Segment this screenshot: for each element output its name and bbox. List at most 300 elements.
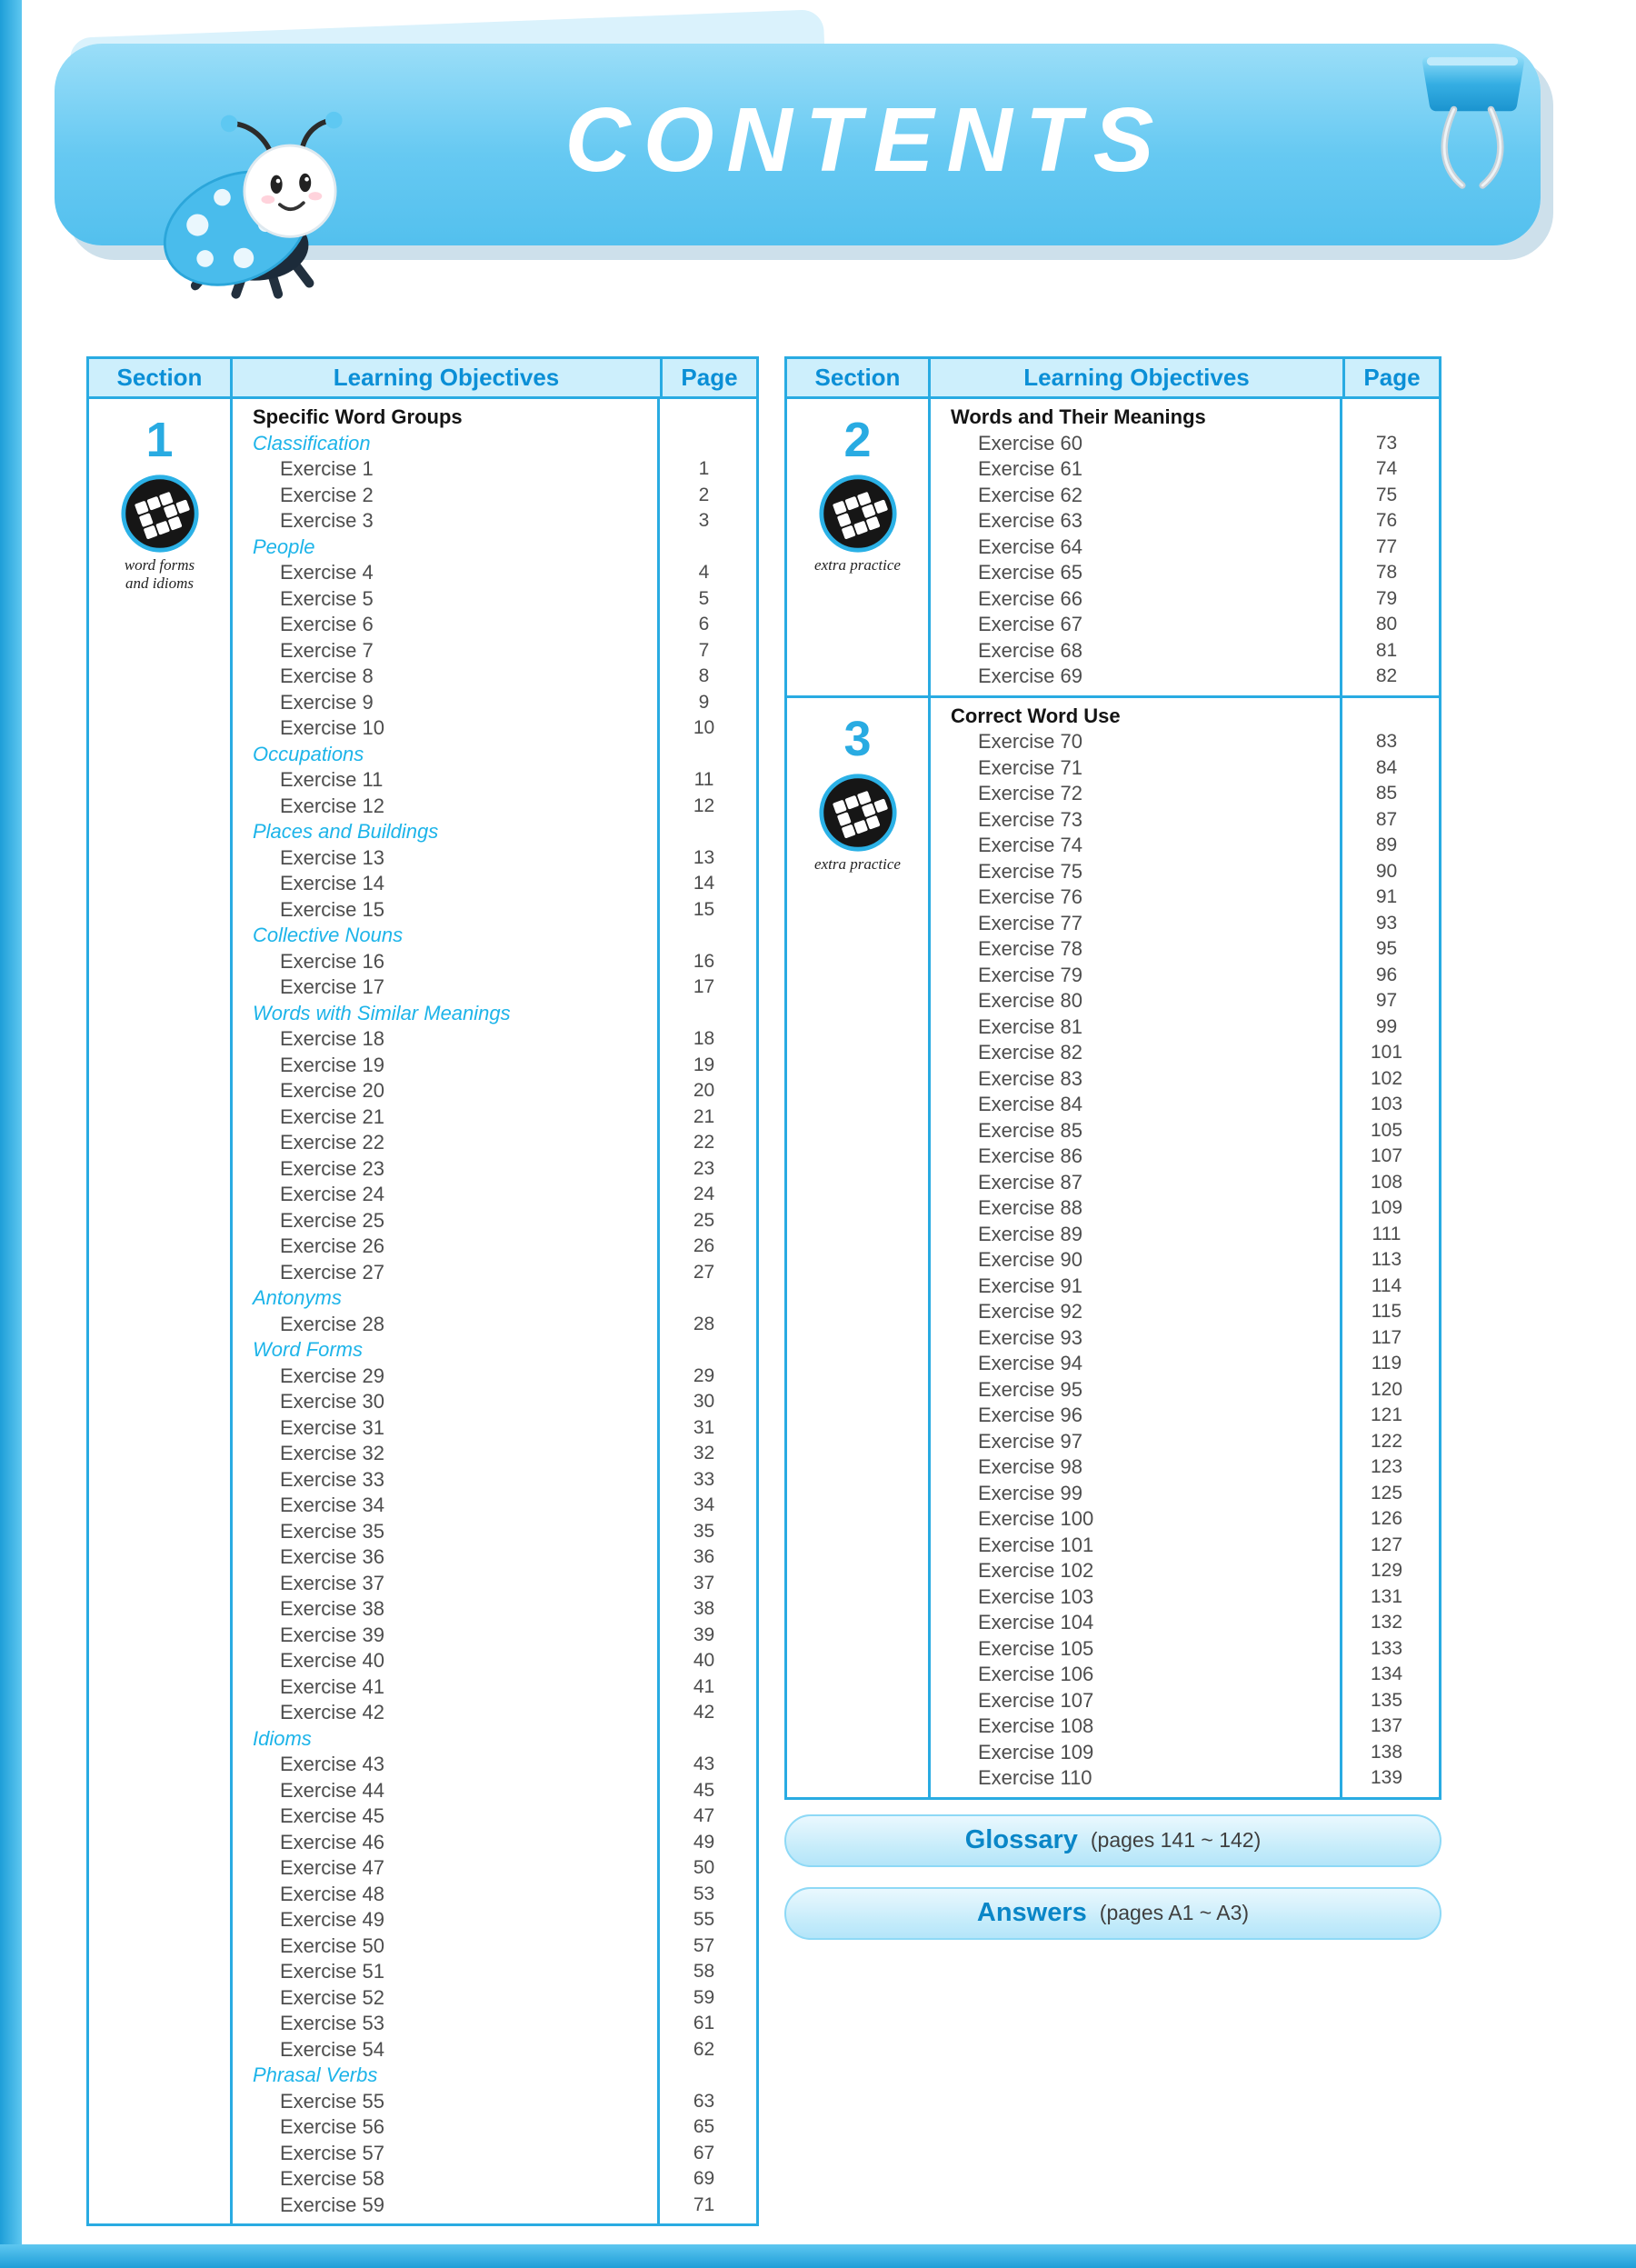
toc-row — [233, 923, 756, 949]
section-cell — [787, 399, 931, 695]
page-number: 81 — [1375, 639, 1398, 661]
objectives-column — [931, 399, 1439, 695]
page-number: 36 — [693, 1546, 715, 1568]
toc-row — [233, 405, 756, 431]
exercise-label: Exercise 68 — [978, 638, 1082, 662]
toc-row — [233, 2114, 756, 2141]
page-number: 15 — [693, 898, 715, 920]
toc-row — [233, 1493, 756, 1519]
exercise-label: Exercise 100 — [978, 1507, 1094, 1531]
page-number: 12 — [693, 794, 715, 816]
toc-row — [233, 1933, 756, 1960]
page-number: 50 — [693, 1857, 715, 1879]
group-heading: Words and Their Meanings — [951, 405, 1206, 429]
toc-row — [233, 508, 756, 535]
page-number: 89 — [1375, 834, 1398, 856]
exercise-label: Exercise 103 — [978, 1584, 1094, 1608]
toc-row — [931, 1144, 1439, 1170]
toc-row — [233, 974, 756, 1001]
toc-row — [931, 884, 1439, 911]
category-label: Antonyms — [253, 1286, 342, 1310]
page-number: 32 — [693, 1443, 715, 1464]
toc-row — [233, 1467, 756, 1494]
exercise-label: Exercise 6 — [280, 613, 374, 636]
page-number: 27 — [693, 1261, 715, 1283]
toc-row — [931, 1040, 1439, 1066]
category-label: People — [253, 535, 315, 558]
page-number: 61 — [693, 2013, 715, 2034]
exercise-label: Exercise 7 — [280, 638, 374, 662]
exercise-label: Exercise 95 — [978, 1377, 1082, 1401]
header-learning-objectives: Learning Objectives — [333, 364, 560, 391]
toc-row — [233, 1260, 756, 1286]
toc-row — [233, 2141, 756, 2167]
left-column — [86, 356, 759, 2226]
toc-row — [233, 897, 756, 924]
page-number: 25 — [693, 1209, 715, 1231]
exercise-label: Exercise 108 — [978, 1714, 1094, 1738]
exercise-label: Exercise 44 — [280, 1778, 384, 1802]
page-number: 18 — [693, 1028, 715, 1050]
header-section: Section — [787, 359, 931, 396]
toc-row — [233, 845, 756, 872]
exercise-label: Exercise 52 — [280, 1985, 384, 2009]
page-number: 139 — [1370, 1767, 1403, 1789]
toc-row — [233, 431, 756, 457]
exercise-label: Exercise 54 — [280, 2037, 384, 2061]
toc-row — [233, 535, 756, 561]
exercise-label: Exercise 12 — [280, 794, 384, 817]
page-number: 42 — [693, 1702, 715, 1723]
exercise-label: Exercise 35 — [280, 1519, 384, 1543]
toc-row — [931, 1765, 1439, 1792]
exercise-label: Exercise 80 — [978, 989, 1082, 1013]
page-number: 113 — [1371, 1249, 1402, 1271]
answers-label: Answers — [976, 1898, 1087, 1927]
toc-row — [233, 1364, 756, 1390]
exercise-label: Exercise 83 — [978, 1066, 1082, 1090]
exercise-label: Exercise 53 — [280, 2012, 384, 2035]
page-number: 134 — [1370, 1664, 1403, 1685]
toc-row — [233, 2193, 756, 2219]
exercise-label: Exercise 87 — [978, 1170, 1082, 1194]
page-number: 71 — [693, 2193, 715, 2215]
page-number: 84 — [1375, 756, 1398, 778]
toc-row — [233, 1104, 756, 1131]
section-block — [89, 399, 756, 2223]
exercise-label: Exercise 82 — [978, 1041, 1082, 1064]
exercise-label: Exercise 55 — [280, 2089, 384, 2113]
toc-row — [931, 1222, 1439, 1248]
exercise-label: Exercise 27 — [280, 1260, 384, 1284]
toc-row — [931, 1351, 1439, 1377]
page-number: 126 — [1370, 1508, 1403, 1530]
page-number: 132 — [1370, 1612, 1403, 1634]
toc-row — [233, 1803, 756, 1830]
toc-row — [931, 1506, 1439, 1533]
exercise-label: Exercise 93 — [978, 1325, 1082, 1349]
exercise-label: Exercise 25 — [280, 1208, 384, 1232]
toc-row — [931, 1299, 1439, 1325]
exercise-label: Exercise 46 — [280, 1830, 384, 1853]
page-number: 129 — [1370, 1560, 1403, 1582]
page-number: 4 — [698, 562, 710, 584]
page-number: 37 — [693, 1572, 715, 1594]
page-number: 107 — [1370, 1145, 1403, 1167]
exercise-label: Exercise 97 — [978, 1429, 1082, 1453]
exercise-label: Exercise 48 — [280, 1882, 384, 1905]
toc-row — [931, 1325, 1439, 1352]
toc-row — [931, 638, 1439, 664]
exercise-label: Exercise 43 — [280, 1753, 384, 1776]
toc-row — [931, 431, 1439, 457]
page-number: 45 — [693, 1779, 715, 1801]
crossword-badge-icon — [818, 773, 898, 853]
section-number: 3 — [843, 711, 872, 766]
page-number: 14 — [693, 873, 715, 894]
page-edge-left — [0, 0, 22, 2268]
exercise-label: Exercise 37 — [280, 1571, 384, 1594]
exercise-label: Exercise 61 — [978, 457, 1082, 481]
toc-row — [233, 2037, 756, 2063]
exercise-label: Exercise 16 — [280, 949, 384, 973]
page-number: 73 — [1375, 432, 1398, 454]
exercise-label: Exercise 106 — [978, 1663, 1094, 1686]
page-number: 122 — [1370, 1430, 1403, 1452]
toc-row — [931, 1092, 1439, 1118]
toc-row — [931, 729, 1439, 755]
section-caption: word forms and idioms — [124, 556, 195, 592]
page-number: 39 — [693, 1624, 715, 1645]
toc-row — [233, 1752, 756, 1778]
toc-row — [233, 794, 756, 820]
section-block — [787, 399, 1439, 695]
exercise-label: Exercise 63 — [978, 509, 1082, 533]
toc-row — [931, 1740, 1439, 1766]
group-heading: Specific Word Groups — [253, 405, 463, 429]
ladybug-mascot-icon — [136, 109, 373, 314]
page-number: 133 — [1370, 1637, 1403, 1659]
toc-row — [233, 1544, 756, 1571]
page-number: 57 — [693, 1934, 715, 1956]
exercise-label: Exercise 77 — [978, 911, 1082, 934]
toc-row — [233, 1337, 756, 1364]
toc-row — [233, 1959, 756, 1985]
page-number: 31 — [693, 1416, 715, 1438]
exercise-label: Exercise 39 — [280, 1623, 384, 1646]
toc-row — [233, 1182, 756, 1208]
exercise-label: Exercise 105 — [978, 1636, 1094, 1660]
exercise-label: Exercise 30 — [280, 1390, 384, 1414]
toc-row — [931, 704, 1439, 730]
exercise-label: Exercise 22 — [280, 1131, 384, 1154]
page-number: 55 — [693, 1909, 715, 1931]
toc-row — [233, 1648, 756, 1674]
toc-row — [931, 1481, 1439, 1507]
exercise-label: Exercise 36 — [280, 1545, 384, 1569]
exercise-label: Exercise 98 — [978, 1455, 1082, 1479]
exercise-label: Exercise 26 — [280, 1234, 384, 1258]
toc-row — [931, 963, 1439, 989]
toc-row — [931, 1713, 1439, 1740]
table-header-row — [89, 359, 756, 399]
toc-row — [931, 1584, 1439, 1611]
toc-row — [931, 936, 1439, 963]
glossary-pages: (pages 141 ~ 142) — [1090, 1828, 1262, 1852]
page-number: 11 — [693, 769, 714, 791]
toc-row — [931, 911, 1439, 937]
exercise-label: Exercise 70 — [978, 730, 1082, 754]
exercise-label: Exercise 102 — [978, 1559, 1094, 1583]
toc-row — [233, 2166, 756, 2193]
toc-row — [233, 1700, 756, 1726]
page-number: 21 — [693, 1105, 715, 1127]
toc-row — [233, 1156, 756, 1183]
objectives-column — [233, 399, 756, 2223]
toc-row — [931, 456, 1439, 483]
page-number: 137 — [1370, 1715, 1403, 1737]
toc-row — [931, 1429, 1439, 1455]
page-number: 23 — [693, 1157, 715, 1179]
exercise-label: Exercise 8 — [280, 664, 374, 688]
toc-row — [233, 1001, 756, 1027]
page-number: 135 — [1370, 1689, 1403, 1711]
page-number: 87 — [1375, 808, 1398, 830]
crossword-icon — [818, 773, 898, 853]
toc-row — [233, 1078, 756, 1104]
exercise-label: Exercise 62 — [978, 483, 1082, 506]
toc-row — [233, 612, 756, 638]
exercise-label: Exercise 1 — [280, 457, 374, 481]
toc-row — [931, 1377, 1439, 1404]
exercise-label: Exercise 78 — [978, 937, 1082, 961]
exercise-label: Exercise 28 — [280, 1312, 384, 1335]
toc-row — [233, 1830, 756, 1856]
exercise-label: Exercise 76 — [978, 885, 1082, 909]
toc-row — [931, 859, 1439, 885]
exercise-label: Exercise 89 — [978, 1222, 1082, 1245]
exercise-label: Exercise 15 — [280, 897, 384, 921]
page-number: 102 — [1370, 1067, 1403, 1089]
exercise-label: Exercise 57 — [280, 2141, 384, 2164]
group-heading: Correct Word Use — [951, 704, 1121, 727]
toc-row — [931, 1170, 1439, 1196]
toc-row — [931, 586, 1439, 613]
page-number: 5 — [698, 587, 710, 609]
toc-row — [233, 456, 756, 483]
exercise-label: Exercise 59 — [280, 2193, 384, 2216]
toc-row — [233, 1208, 756, 1234]
toc-row — [233, 819, 756, 845]
toc-row — [931, 1066, 1439, 1093]
exercise-label: Exercise 72 — [978, 782, 1082, 805]
category-label: Words with Similar Meanings — [253, 1001, 511, 1024]
toc-row — [233, 1907, 756, 1933]
toc-row — [233, 1882, 756, 1908]
toc-row — [233, 949, 756, 975]
page-number: 35 — [693, 1520, 715, 1542]
page-number: 69 — [693, 2168, 715, 2190]
page-number: 121 — [1370, 1404, 1403, 1426]
exercise-label: Exercise 24 — [280, 1183, 384, 1206]
exercise-label: Exercise 2 — [280, 483, 374, 506]
page-number: 80 — [1375, 614, 1398, 635]
toc-row — [931, 781, 1439, 807]
toc-row — [931, 755, 1439, 782]
toc-row — [233, 1441, 756, 1467]
header-page: Page — [660, 359, 756, 396]
toc-row — [233, 638, 756, 664]
toc-row — [233, 715, 756, 742]
exercise-label: Exercise 45 — [280, 1804, 384, 1828]
exercise-label: Exercise 10 — [280, 716, 384, 740]
toc-row — [233, 1234, 756, 1260]
toc-row — [233, 742, 756, 768]
exercise-label: Exercise 104 — [978, 1611, 1094, 1634]
page-title: CONTENTS — [564, 88, 1167, 191]
page-number: 19 — [693, 1054, 715, 1075]
page-number: 76 — [1375, 510, 1398, 532]
page-number: 109 — [1370, 1197, 1403, 1219]
toc-table-right — [784, 356, 1441, 1800]
page-number: 29 — [693, 1364, 715, 1386]
exercise-label: Exercise 73 — [978, 807, 1082, 831]
page-number: 16 — [693, 950, 715, 972]
page-number: 108 — [1370, 1171, 1403, 1193]
page-number: 2 — [698, 484, 710, 505]
toc-row — [931, 1533, 1439, 1559]
crossword-icon — [120, 474, 200, 554]
page-number: 96 — [1375, 964, 1398, 985]
page-number: 10 — [693, 717, 715, 739]
exercise-label: Exercise 85 — [978, 1118, 1082, 1142]
exercise-label: Exercise 13 — [280, 845, 384, 869]
exercise-label: Exercise 71 — [978, 755, 1082, 779]
exercise-label: Exercise 23 — [280, 1156, 384, 1180]
exercise-label: Exercise 66 — [978, 586, 1082, 610]
toc-row — [233, 2011, 756, 2037]
page-number: 30 — [693, 1391, 715, 1413]
page-edge-bottom — [0, 2244, 1636, 2268]
page-number: 1 — [698, 458, 710, 480]
toc-row — [931, 1558, 1439, 1584]
toc-row — [233, 1519, 756, 1545]
toc-row — [233, 1415, 756, 1442]
category-label: Classification — [253, 431, 371, 455]
exercise-label: Exercise 60 — [978, 431, 1082, 455]
page-number: 49 — [693, 1831, 715, 1853]
page-number: 63 — [693, 2090, 715, 2112]
toc-row — [233, 560, 756, 586]
section-number: 2 — [843, 413, 872, 467]
toc-row — [233, 767, 756, 794]
answers-pages: (pages A1 ~ A3) — [1099, 1901, 1250, 1924]
page-number: 120 — [1370, 1378, 1403, 1400]
toc-row — [233, 2063, 756, 2089]
binder-clip-icon — [1413, 50, 1531, 203]
toc-row — [233, 1855, 756, 1882]
toc-row — [233, 871, 756, 897]
toc-row — [233, 1389, 756, 1415]
exercise-label: Exercise 21 — [280, 1104, 384, 1128]
page-number: 47 — [693, 1805, 715, 1827]
page-number: 65 — [693, 2116, 715, 2138]
page-number: 91 — [1375, 886, 1398, 908]
toc-row — [931, 1662, 1439, 1688]
page-number: 111 — [1372, 1223, 1402, 1244]
exercise-label: Exercise 20 — [280, 1079, 384, 1103]
category-label: Places and Buildings — [253, 820, 439, 844]
toc-row — [931, 807, 1439, 834]
toc-row — [931, 1454, 1439, 1481]
page-number: 34 — [693, 1494, 715, 1516]
page-number: 93 — [1375, 912, 1398, 934]
page-number: 38 — [693, 1598, 715, 1620]
category-label: Idioms — [253, 1726, 312, 1750]
page-number: 97 — [1375, 990, 1398, 1012]
exercise-label: Exercise 4 — [280, 561, 374, 584]
page-number: 3 — [698, 510, 710, 532]
section-caption: extra practice — [814, 556, 901, 574]
toc-row — [931, 560, 1439, 586]
toc-row — [233, 1623, 756, 1649]
exercise-label: Exercise 65 — [978, 561, 1082, 584]
toc-row — [233, 1596, 756, 1623]
toc-row — [233, 1312, 756, 1338]
page-number: 53 — [693, 1883, 715, 1904]
page-number: 74 — [1375, 458, 1398, 480]
toc-row — [931, 483, 1439, 509]
page-number: 20 — [693, 1080, 715, 1102]
section-number: 1 — [145, 413, 174, 467]
exercise-label: Exercise 9 — [280, 690, 374, 714]
table-body — [787, 399, 1439, 1797]
exercise-label: Exercise 32 — [280, 1442, 384, 1465]
exercise-label: Exercise 38 — [280, 1597, 384, 1621]
section-block — [787, 695, 1439, 1797]
exercise-label: Exercise 101 — [978, 1533, 1094, 1556]
exercise-label: Exercise 109 — [978, 1740, 1094, 1763]
page-number: 119 — [1371, 1353, 1402, 1374]
exercise-label: Exercise 41 — [280, 1674, 384, 1698]
table-body — [89, 399, 756, 2223]
toc-row — [233, 1130, 756, 1156]
exercise-label: Exercise 94 — [978, 1352, 1082, 1375]
page-number: 78 — [1375, 562, 1398, 584]
toc-row — [931, 1014, 1439, 1041]
toc-row — [233, 1674, 756, 1701]
toc-row — [233, 483, 756, 509]
page-number: 28 — [693, 1313, 715, 1334]
page-number: 6 — [698, 614, 710, 635]
toc-row — [931, 988, 1439, 1014]
exercise-label: Exercise 33 — [280, 1467, 384, 1491]
page-number: 85 — [1375, 783, 1398, 804]
crossword-badge-icon — [120, 474, 200, 554]
page-number: 26 — [693, 1235, 715, 1257]
page-number: 138 — [1370, 1741, 1403, 1763]
page-number: 33 — [693, 1468, 715, 1490]
page-number: 40 — [693, 1650, 715, 1672]
toc-row — [931, 664, 1439, 690]
toc-row — [233, 586, 756, 613]
page-number: 123 — [1370, 1456, 1403, 1478]
page-number: 8 — [698, 665, 710, 687]
exercise-label: Exercise 56 — [280, 2115, 384, 2139]
toc-row — [233, 664, 756, 690]
toc-row — [931, 1610, 1439, 1636]
exercise-label: Exercise 40 — [280, 1649, 384, 1673]
